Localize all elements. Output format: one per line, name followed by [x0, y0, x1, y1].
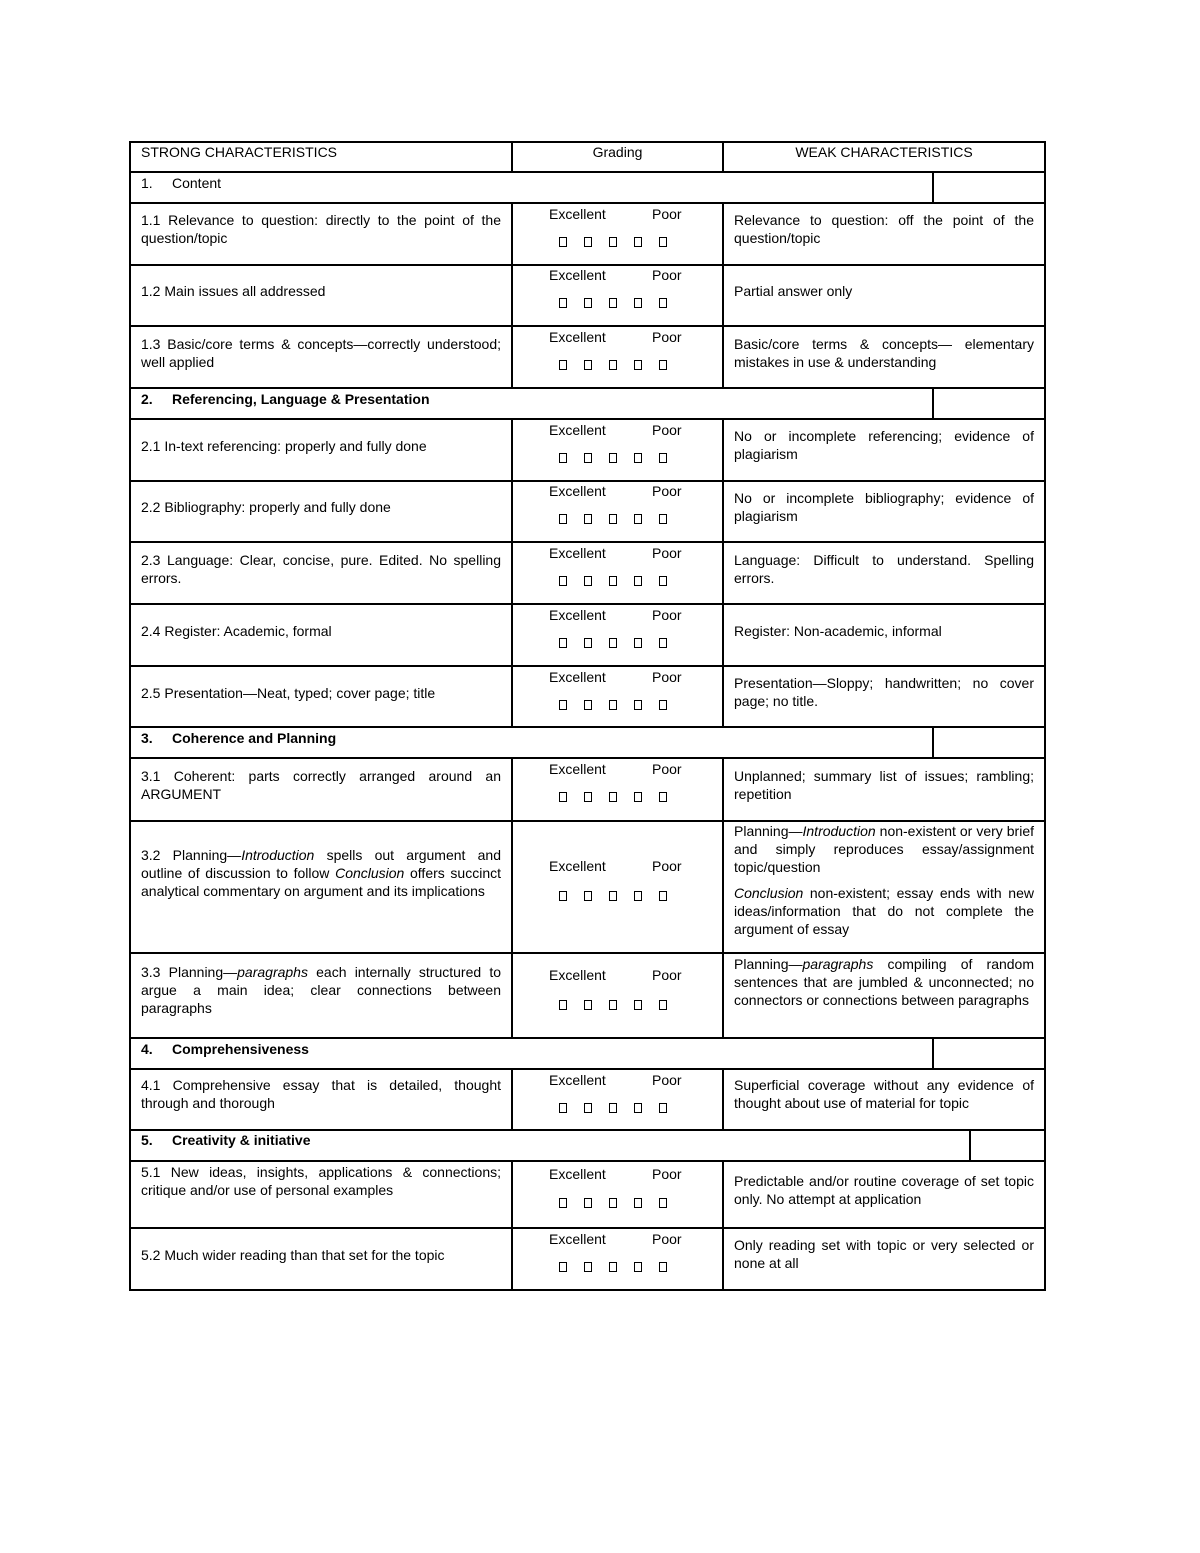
- column-divider: [722, 757, 724, 1039]
- grade-checkbox[interactable]: [609, 891, 617, 901]
- grade-checkboxes: [559, 638, 667, 648]
- weak-criterion: Partial answer only: [734, 283, 853, 299]
- row-divider: [129, 952, 1046, 954]
- header-grading: Grading: [592, 144, 643, 160]
- section-heading: 5. Creativity & initiative: [141, 1132, 311, 1148]
- weak-criterion: Unplanned; summary list of issues; rambling; repetition: [734, 768, 1034, 802]
- weak-criterion: Relevance to question: off the point of the question/topic: [734, 212, 1034, 246]
- poor-label: Poor: [652, 1166, 682, 1182]
- grade-checkbox[interactable]: [584, 891, 592, 901]
- grade-checkbox[interactable]: [634, 298, 642, 308]
- grade-checkboxes: [559, 514, 667, 524]
- poor-label: Poor: [652, 483, 682, 499]
- grade-checkbox[interactable]: [659, 453, 667, 463]
- grade-checkbox[interactable]: [609, 792, 617, 802]
- grade-checkbox[interactable]: [559, 360, 567, 370]
- grade-checkbox[interactable]: [584, 360, 592, 370]
- row-divider: [129, 480, 1046, 482]
- row-divider: [129, 202, 1046, 204]
- poor-label: Poor: [652, 422, 682, 438]
- grade-checkbox[interactable]: [609, 638, 617, 648]
- grade-checkbox[interactable]: [559, 1103, 567, 1113]
- grade-checkbox[interactable]: [634, 1103, 642, 1113]
- grade-checkbox[interactable]: [559, 237, 567, 247]
- weak-criterion: Presentation—Sloppy; handwritten; no cover page; no title.: [734, 675, 1034, 709]
- grade-checkboxes: [559, 1000, 667, 1010]
- section-score-cell-divider: [932, 726, 934, 759]
- strong-criterion: 2.1 In-text referencing: properly and fully done: [141, 438, 427, 454]
- poor-label: Poor: [652, 206, 682, 222]
- excellent-label: Excellent: [549, 1072, 606, 1088]
- poor-label: Poor: [652, 607, 682, 623]
- grade-checkboxes: [559, 1262, 667, 1272]
- grade-checkbox[interactable]: [584, 514, 592, 524]
- grade-checkbox[interactable]: [584, 1000, 592, 1010]
- weak-criterion: Language: Difficult to understand. Spelling errors.: [734, 552, 1034, 586]
- poor-label: Poor: [652, 329, 682, 345]
- strong-criterion: 2.5 Presentation—Neat, typed; cover page; title: [141, 685, 436, 701]
- excellent-label: Excellent: [549, 967, 606, 983]
- excellent-label: Excellent: [549, 607, 606, 623]
- section-heading: 4. Comprehensiveness: [141, 1041, 309, 1057]
- grade-checkbox[interactable]: [659, 792, 667, 802]
- weak-criterion: No or incomplete referencing; evidence of plagiarism: [734, 428, 1034, 462]
- weak-criterion: Only reading set with topic or very selected or none at all: [734, 1237, 1034, 1271]
- grade-checkbox[interactable]: [559, 453, 567, 463]
- strong-criterion: 2.3 Language: Clear, concise, pure. Edited. No spelling errors.: [141, 552, 501, 586]
- grade-checkbox[interactable]: [634, 1198, 642, 1208]
- grade-checkboxes: [559, 891, 667, 901]
- grade-checkboxes: [559, 792, 667, 802]
- grade-checkbox[interactable]: [659, 514, 667, 524]
- row-divider: [129, 1037, 1046, 1039]
- excellent-label: Excellent: [549, 483, 606, 499]
- grade-checkboxes: [559, 700, 667, 710]
- grade-checkbox[interactable]: [559, 1000, 567, 1010]
- poor-label: Poor: [652, 545, 682, 561]
- grade-checkbox[interactable]: [659, 1262, 667, 1272]
- grade-checkbox[interactable]: [609, 1198, 617, 1208]
- grade-checkbox[interactable]: [559, 700, 567, 710]
- grade-checkbox[interactable]: [559, 1262, 567, 1272]
- grade-checkbox[interactable]: [659, 576, 667, 586]
- strong-criterion: 2.4 Register: Academic, formal: [141, 623, 332, 639]
- strong-criterion: 3.3 Planning—paragraphs each internally structured to argue a main idea; clear connections between paragraphs: [141, 964, 501, 1016]
- excellent-label: Excellent: [549, 761, 606, 777]
- grade-checkbox[interactable]: [659, 360, 667, 370]
- grade-checkbox[interactable]: [559, 514, 567, 524]
- excellent-label: Excellent: [549, 1166, 606, 1182]
- grade-checkboxes: [559, 1103, 667, 1113]
- poor-label: Poor: [652, 967, 682, 983]
- poor-label: Poor: [652, 761, 682, 777]
- grade-checkbox[interactable]: [634, 638, 642, 648]
- row-divider: [129, 665, 1046, 667]
- grade-checkbox[interactable]: [634, 1000, 642, 1010]
- poor-label: Poor: [652, 858, 682, 874]
- grade-checkbox[interactable]: [584, 1198, 592, 1208]
- strong-criterion: 3.2 Planning—Introduction spells out argument and outline of discussion to follow Conclusion offers succinct analytical commentary on argument and its implications: [141, 847, 502, 899]
- grade-checkbox[interactable]: [609, 514, 617, 524]
- column-divider: [722, 202, 724, 389]
- grade-checkbox[interactable]: [609, 237, 617, 247]
- grade-checkbox[interactable]: [559, 891, 567, 901]
- grade-checkbox[interactable]: [584, 1103, 592, 1113]
- header-weak-characteristics: WEAK CHARACTERISTICS: [795, 144, 973, 160]
- grade-checkbox[interactable]: [584, 638, 592, 648]
- column-divider: [722, 418, 724, 728]
- grade-checkboxes: [559, 576, 667, 586]
- strong-criterion: 4.1 Comprehensive essay that is detailed, thought through and thorough: [141, 1077, 501, 1111]
- grade-checkbox[interactable]: [659, 1198, 667, 1208]
- grade-checkbox[interactable]: [659, 891, 667, 901]
- grade-checkbox[interactable]: [609, 298, 617, 308]
- weak-criterion: No or incomplete bibliography; evidence of plagiarism: [734, 490, 1034, 524]
- grade-checkbox[interactable]: [659, 638, 667, 648]
- row-divider: [129, 1160, 1046, 1162]
- poor-label: Poor: [652, 1231, 682, 1247]
- grade-checkbox[interactable]: [584, 1262, 592, 1272]
- column-divider: [722, 1160, 724, 1291]
- grade-checkbox[interactable]: [634, 792, 642, 802]
- grade-checkbox[interactable]: [659, 237, 667, 247]
- grade-checkbox[interactable]: [584, 792, 592, 802]
- grade-checkbox[interactable]: [659, 1000, 667, 1010]
- poor-label: Poor: [652, 669, 682, 685]
- grade-checkbox[interactable]: [609, 360, 617, 370]
- grade-checkbox[interactable]: [559, 792, 567, 802]
- grade-checkbox[interactable]: [609, 576, 617, 586]
- table-border-bottom: [129, 1289, 1046, 1291]
- section-score-cell-divider: [932, 171, 934, 204]
- grade-checkbox[interactable]: [559, 298, 567, 308]
- strong-criterion: 2.2 Bibliography: properly and fully done: [141, 499, 391, 515]
- table-border-right: [1044, 141, 1046, 1291]
- column-divider: [511, 1160, 513, 1291]
- row-divider: [129, 541, 1046, 543]
- excellent-label: Excellent: [549, 422, 606, 438]
- excellent-label: Excellent: [549, 206, 606, 222]
- section-score-cell-divider: [969, 1129, 971, 1162]
- weak-criterion: Planning—Introduction non-existent or very brief and simply reproduces essay/assignment topic/question Conclusion non-existent; essay ends with new ideas/information that do not complete the argument of essay: [734, 823, 1034, 937]
- grade-checkbox[interactable]: [559, 638, 567, 648]
- grade-checkboxes: [559, 1198, 667, 1208]
- weak-criterion: Superficial coverage without any evidence of thought about use of material for topic: [734, 1077, 1034, 1111]
- column-divider: [511, 202, 513, 389]
- excellent-label: Excellent: [549, 545, 606, 561]
- row-divider: [129, 1068, 1046, 1070]
- grade-checkbox[interactable]: [634, 576, 642, 586]
- header-strong-characteristics: STRONG CHARACTERISTICS: [141, 144, 338, 160]
- grade-checkbox[interactable]: [634, 700, 642, 710]
- grade-checkbox[interactable]: [609, 453, 617, 463]
- grade-checkbox[interactable]: [559, 576, 567, 586]
- excellent-label: Excellent: [549, 267, 606, 283]
- row-divider: [129, 726, 1046, 728]
- grade-checkboxes: [559, 453, 667, 463]
- grade-checkbox[interactable]: [659, 700, 667, 710]
- row-divider: [129, 1227, 1046, 1229]
- grade-checkboxes: [559, 237, 667, 247]
- poor-label: Poor: [652, 1072, 682, 1088]
- grade-checkboxes: [559, 298, 667, 308]
- strong-criterion: 3.1 Coherent: parts correctly arranged around an ARGUMENT: [141, 768, 501, 802]
- row-divider: [129, 387, 1046, 389]
- weak-criterion: Planning—paragraphs compiling of random sentences that are jumbled & unconnected; no connectors or connections between paragraphs: [734, 956, 1034, 1008]
- grade-checkbox[interactable]: [659, 298, 667, 308]
- grade-checkbox[interactable]: [559, 1198, 567, 1208]
- strong-criterion: 5.1 New ideas, insights, applications & connections; critique and/or use of personal examples: [141, 1164, 501, 1198]
- grade-checkbox[interactable]: [609, 700, 617, 710]
- strong-criterion: 5.2 Much wider reading than that set for the topic: [141, 1247, 445, 1263]
- excellent-label: Excellent: [549, 669, 606, 685]
- column-divider: [511, 418, 513, 728]
- row-divider: [129, 603, 1046, 605]
- grade-checkbox[interactable]: [584, 298, 592, 308]
- section-score-cell-divider: [932, 1037, 934, 1070]
- grade-checkbox[interactable]: [634, 453, 642, 463]
- section-heading: 3. Coherence and Planning: [141, 730, 337, 746]
- grade-checkbox[interactable]: [584, 576, 592, 586]
- grade-checkbox[interactable]: [584, 700, 592, 710]
- section-heading: 1. Content: [141, 175, 222, 191]
- grade-checkbox[interactable]: [634, 237, 642, 247]
- row-divider: [129, 757, 1046, 759]
- row-divider: [129, 264, 1046, 266]
- column-divider: [722, 1068, 724, 1131]
- grade-checkbox[interactable]: [609, 1262, 617, 1272]
- column-divider: [511, 1068, 513, 1131]
- weak-criterion: Predictable and/or routine coverage of set topic only. No attempt at application: [734, 1173, 1034, 1207]
- poor-label: Poor: [652, 267, 682, 283]
- grade-checkbox[interactable]: [634, 891, 642, 901]
- grade-checkbox[interactable]: [609, 1000, 617, 1010]
- excellent-label: Excellent: [549, 858, 606, 874]
- grade-checkboxes: [559, 360, 667, 370]
- excellent-label: Excellent: [549, 1231, 606, 1247]
- grade-checkbox[interactable]: [634, 514, 642, 524]
- strong-criterion: 1.1 Relevance to question: directly to the point of the question/topic: [141, 212, 501, 246]
- grade-checkbox[interactable]: [659, 1103, 667, 1113]
- grade-checkbox[interactable]: [584, 453, 592, 463]
- row-divider: [129, 171, 1046, 173]
- weak-criterion: Register: Non-academic, informal: [734, 623, 942, 639]
- grade-checkbox[interactable]: [634, 1262, 642, 1272]
- grade-checkbox[interactable]: [584, 237, 592, 247]
- section-score-cell-divider: [932, 387, 934, 420]
- grade-checkbox[interactable]: [609, 1103, 617, 1113]
- strong-criterion: 1.2 Main issues all addressed: [141, 283, 326, 299]
- column-divider: [511, 757, 513, 1039]
- grade-checkbox[interactable]: [634, 360, 642, 370]
- table-border-left: [129, 141, 131, 1291]
- weak-criterion: Basic/core terms & concepts— elementary mistakes in use & understanding: [734, 336, 1034, 370]
- row-divider: [129, 418, 1046, 420]
- excellent-label: Excellent: [549, 329, 606, 345]
- strong-criterion: 1.3 Basic/core terms & concepts—correctly understood; well applied: [141, 336, 501, 370]
- row-divider: [129, 325, 1046, 327]
- section-heading: 2. Referencing, Language & Presentation: [141, 391, 430, 407]
